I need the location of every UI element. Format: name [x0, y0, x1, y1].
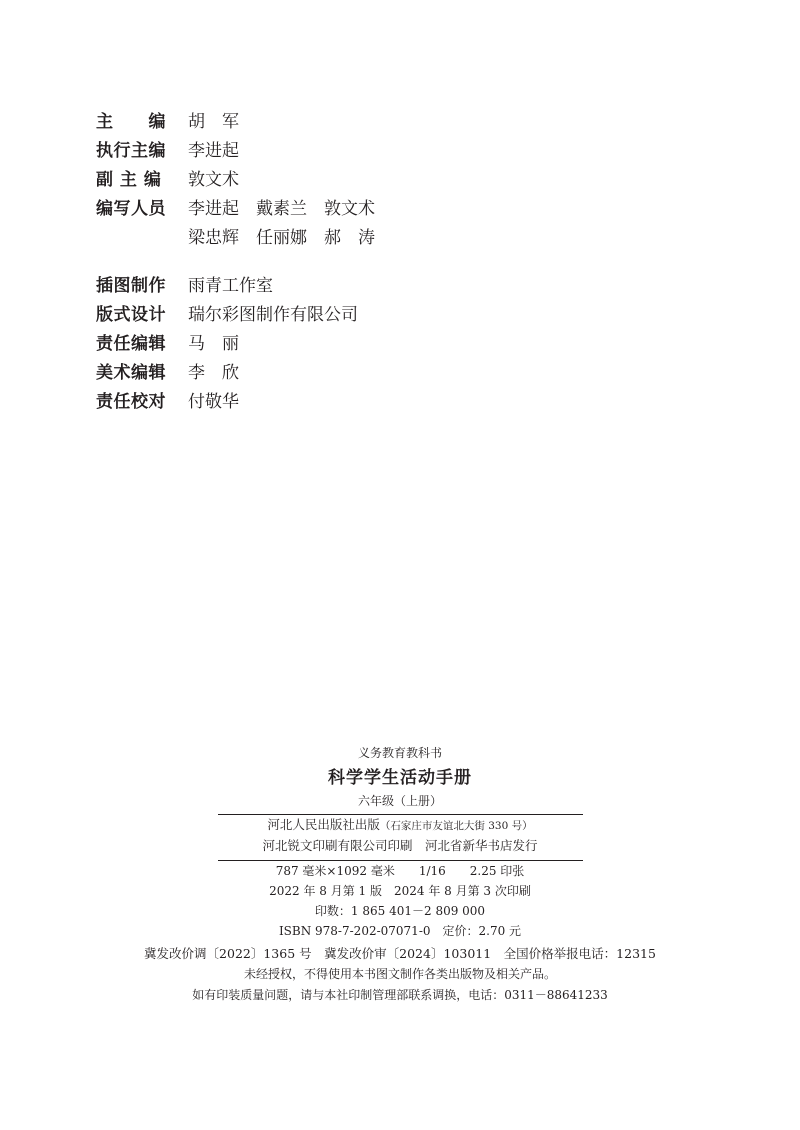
- isbn-price: ISBN 978-7-202-07071-0 定价：2.70 元: [278, 924, 522, 938]
- rights-notice: 未经授权，不得使用本书图文制作各类出版物及相关产品。: [243, 967, 556, 981]
- credit-names: 李进起: [188, 141, 239, 161]
- credit-role: 美术编辑: [96, 363, 166, 383]
- credit-role: 插图制作: [96, 276, 166, 296]
- credit-role: 主 编: [96, 112, 166, 132]
- publisher-address: （石家庄市友谊北大街 330 号）: [379, 820, 533, 832]
- credit-names: 李 欣: [188, 363, 239, 383]
- print-run: 印数：1 865 401－2 809 000: [314, 904, 486, 918]
- credit-role: 版式设计: [96, 305, 166, 325]
- format-spec: 787 毫米×1092 毫米 1/16 2.25 印张: [275, 864, 525, 878]
- credit-names: 胡 军: [188, 112, 239, 132]
- edition-info: 2022 年 8 月第 1 版 2024 年 8 月第 3 次印刷: [269, 884, 531, 898]
- credit-names: 付敬华: [188, 392, 239, 412]
- publisher: 河北人民出版社出版: [267, 817, 380, 832]
- credit-names: 李进起 戴素兰 敦文术: [188, 199, 375, 219]
- credit-names: 敦文术: [188, 170, 239, 190]
- credit-role: 执行主编: [96, 141, 166, 161]
- credit-role: 副 主 编: [96, 170, 162, 190]
- credit-role: 编写人员: [96, 199, 166, 219]
- series-name: 义务教育教科书: [357, 746, 442, 760]
- quality-notice: 如有印装质量问题，请与本社印制管理部联系调换，电话：0311－88641233: [192, 988, 608, 1002]
- book-title: 科学学生活动手册: [328, 768, 472, 788]
- colophon: [0, 740, 800, 1006]
- grade-volume: 六年级（上册）: [357, 794, 442, 808]
- publisher-line: [0, 815, 800, 836]
- credit-names: 梁忠辉 任丽娜 郝 涛: [188, 228, 375, 248]
- credit-names: 瑞尔彩图制作有限公司: [188, 305, 358, 325]
- credit-names: 雨青工作室: [188, 276, 273, 296]
- price-approval: 冀发改价调〔2022〕1365 号 冀发改价审〔2024〕103011 全国价格举报电话：12315: [144, 946, 656, 961]
- credit-names: 马 丽: [188, 334, 239, 354]
- printer-distributor: 河北锐文印刷有限公司印刷 河北省新华书店发行: [262, 838, 538, 853]
- credit-role: 责任校对: [96, 392, 166, 412]
- credit-role: 责任编辑: [96, 334, 166, 354]
